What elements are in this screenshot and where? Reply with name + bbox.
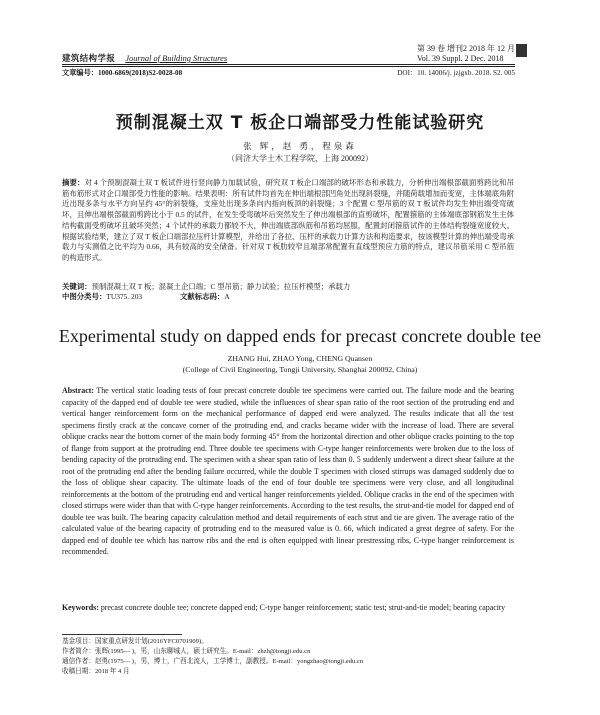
issue-en: Vol. 39 Suppl. 2 Dec. 2018 [417,54,504,63]
affiliation-cn: （同济大学土木工程学院，上海 200092） [227,154,373,163]
abstract-en [62,385,514,558]
footnote-funding: 基金项目：国家重点研发计划(2016YFC0701909)。 [62,638,208,645]
abstract-cn-text: 对 4 个预制混凝土双 T 板试件进行竖向静力加载试验，研究双 T 板企口端部的破坏形态和承载力，分析伸出端根部截面剪跨比和吊筋布筋形式对企口端部受力性能的影响。结果表明：所有试件均首先在伸出端根部凹角处出现斜裂缝，并随荷载增加而变宽，主体端底角附近出现多条与水平方向呈约 45°的斜裂缝，支座处出现多条向内指向板顶的斜裂缝；3 个配置 C 型吊筋的双 T 板试件均发生伸出端受弯破坏，且伸出端根部截面剪跨比小于 0.5 的试件，在发生受弯破坏后突然发生了伸出端根部的直剪破坏，配置箍筋的主体端底部钢筋发生主体结构截面受剪破坏且破坏突然；4 个试件的承载力都较不大，伸出端底部纵筋和吊筋均屈服，配置封闭箍筋试件的主体结构裂缝宽度较大。根据试验结果，建立了双 T 板企口端部拉压杆计算模型，并给出了各拉、压杆的承载力计算方法和构造要求，按该模型计算的伸出端受弯承载力与实测值之比平均为 0.66，具有较高的安全储备。针对双 T 板肋较窄且端部常配置有直线型预应力筋的特点，建议吊筋采用 C 型吊筋的构造形式。 [62,178,514,262]
footnote-received: 收稿日期：2018 年 4 月 [62,668,130,675]
affiliation-en: (College of Civil Engineering, Tongji University, Shanghai 200092, China) [182,365,418,374]
title-en: Experimental study on dapped ends for precast concrete double tee [58,326,542,346]
keywords-en-text: precast concrete double tee; concrete dapped end; C-type hanger reinforcement; static test; strut-and-tie model; bearing capacity [100,603,506,612]
abstract-en-text: The vertical static loading tests of four precast concrete double tee specimens were carried out. The failure mode and the bearing capacity of the dapped end of double tee were studied, while the influences of shear span ratio of the root section of the protruding end and vertical hanger reinforcement form on the mechanical performance of dapped end were analyzed. The results indicate that all the test specimens firstly crack at the concave corner of the protruding end, and cracks became wider with the increase of load. There are several oblique cracks near the bottom corner of the main body forming 45° from the horizontal direction and other oblique cracks pointing to the top of flange from support at the protruding end. Three double tee specimens with C-type hanger reinforcements were broken due to the loss of bending capacity of the protruding end. The specimen with a shear span ratio of less than 0. 5 suddenly underwent a direct shear failure at the root of the protruding end after the bending failure occurred, while the double T specimen with closed stirrups was damaged suddenly due to the loss of oblique shear capacity. The ultimate loads of the end of four double tee specimens were very close, and all longitudinal reinforcements at the bottom of the protruding end and vertical hanger reinforcements yielded. Oblique cracks in the end of the specimen with closed stirrups were wider than that with C-type hanger reinforcements. According to the test results, the strut-and-tie model for dapped end of double tee was built. The bearing capacity calculation method and detail requirements of each strut and tie are given. The average ratio of the calculated value of the bearing capacity of protruding end to the measured value is 0. 66, which indicated a great degree of safety. For the dapped end of double tee which has narrow ribs and the end is often equipped with linear prestressing ribs, C-type hanger reinforcement is recommended. [62,386,514,556]
keywords-cn [62,282,514,292]
doc-code-label: 文献标志码： [179,292,225,301]
keywords-cn-text: 预制混凝土双 T 板；混凝土企口端；C 型吊筋；静力试验；拉压杆模型；承载力 [91,282,351,291]
journal-header [62,52,227,64]
keywords-cn-label: 关键词： [62,282,92,291]
footnote-corresponding: 通信作者：赵勇(1975— )，男，博士，广西北流人，工学博士，副教授。E-mail：yongzhao@tongji.edu.cn [62,658,364,665]
authors-cn: 张 辉，赵 勇，程泉森 [243,141,357,151]
journal-name-en: Journal of Building Structures [125,54,228,63]
doi: DOI：10. 14006/j. jzjgxb. 2018. S2. 005 [397,69,515,77]
issue-cn: 第 39 卷 增刊2 2018 年 12 月 [417,44,515,53]
footnote-author: 作者简介：张辉(1995— )，男，山东聊城人，硕士研究生。E-mail：zhzh@tongji.edu.cn [62,648,311,655]
footnote-rule [62,634,182,635]
authors-en: ZHANG Hui, ZHAO Yong, CHENG Quansen [227,354,373,363]
classification [62,292,514,302]
title-cn: 预制混凝土双 T 板企口端部受力性能试验研究 [115,113,485,133]
header-rule [62,64,515,65]
clc-value: TU375. 203 [106,292,143,301]
abstract-cn-label: 摘要： [62,178,85,187]
abstract-en-label: Abstract: [62,386,94,395]
journal-name-cn: 建筑结构学报 [62,54,116,63]
doc-code-value: A [224,292,230,301]
article-id: 文章编号：1000-6869(2018)S2-0028-08 [62,69,183,77]
keywords-en-label: Keywords: [62,603,99,612]
clc-label: 中图分类号： [62,292,107,301]
abstract-cn [62,178,514,264]
journal-logo-icon [516,44,527,57]
header-rule-thin [62,66,515,67]
issue-info [417,44,515,64]
keywords-en [62,602,514,614]
